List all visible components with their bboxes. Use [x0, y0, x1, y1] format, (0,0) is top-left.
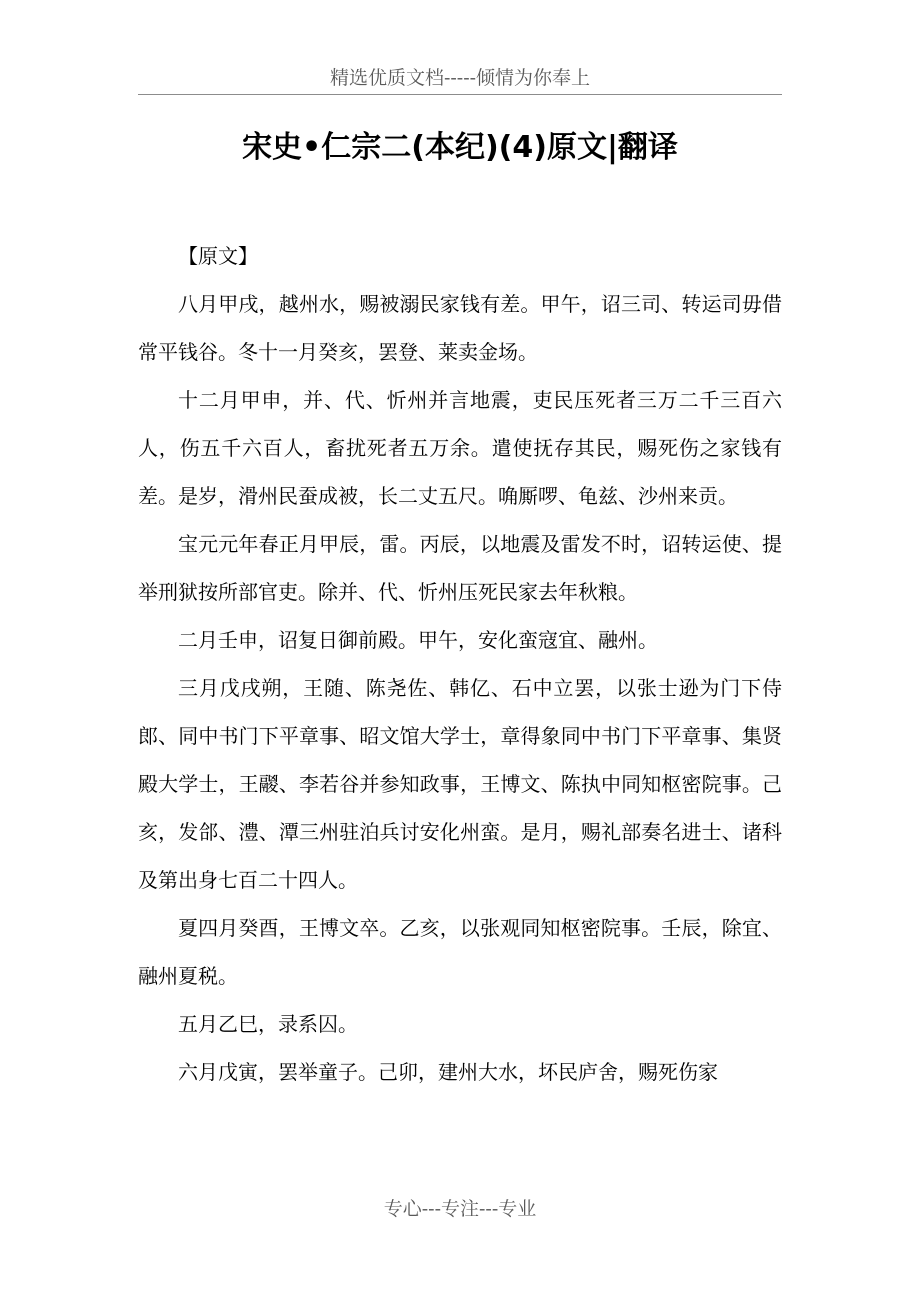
- document-title: 宋史•仁宗二(本纪)(4)原文|翻译: [242, 130, 678, 165]
- footer-text: 专心---专注---专业: [383, 1198, 537, 1220]
- paragraph-2: 十二月甲申，并、代、忻州并言地震，吏民压死者三万二千三百六人，伤五千六百人，畜扰死者五万余。遣使抚存其民，赐死伤之家钱有差。是岁，滑州民蚕成被，长二丈五尺。唃厮啰、龟兹、沙州来贡。: [138, 388, 782, 508]
- paragraph-5: 三月戊戌朔，王随、陈尧佐、韩亿、石中立罢，以张士逊为门下侍郎、同中书门下平章事、昭文馆大学士，章得象同中书门下平章事、集贤殿大学士，王鬷、李若谷并参知政事，王博文、陈执中同知枢密院事。己亥，发郃、澧、潭三州驻泊兵讨安化州蛮。是月，赐礼部奏名进士、诸科及第出身七百二十四人。: [138, 676, 782, 892]
- paragraph-1: 八月甲戌，越州水，赐被溺民家钱有差。甲午，诏三司、转运司毋借常平钱谷。冬十一月癸亥，罢登、莱卖金场。: [138, 292, 782, 364]
- paragraph-3: 宝元元年春正月甲辰，雷。丙辰，以地震及雷发不时，诏转运使、提举刑狱按所部官吏。除并、代、忻州压死民家去年秋粮。: [138, 532, 782, 604]
- document-body: [138, 232, 782, 1096]
- page-header: [138, 62, 782, 95]
- page-footer: [138, 1194, 782, 1224]
- paragraph-4: 二月壬申，诏复日御前殿。甲午，安化蛮寇宜、融州。: [178, 628, 658, 652]
- section-label: 【原文】: [178, 244, 258, 268]
- paragraph-7: 五月乙巳，录系囚。: [178, 1012, 358, 1036]
- header-text: 精选优质文档-----倾情为你奉上: [329, 67, 591, 89]
- paragraph-8: 六月戊寅，罢举童子。己卯，建州大水，坏民庐舍，赐死伤家: [178, 1060, 718, 1084]
- paragraph-6: 夏四月癸酉，王博文卒。乙亥，以张观同知枢密院事。壬辰，除宜、融州夏税。: [138, 916, 782, 988]
